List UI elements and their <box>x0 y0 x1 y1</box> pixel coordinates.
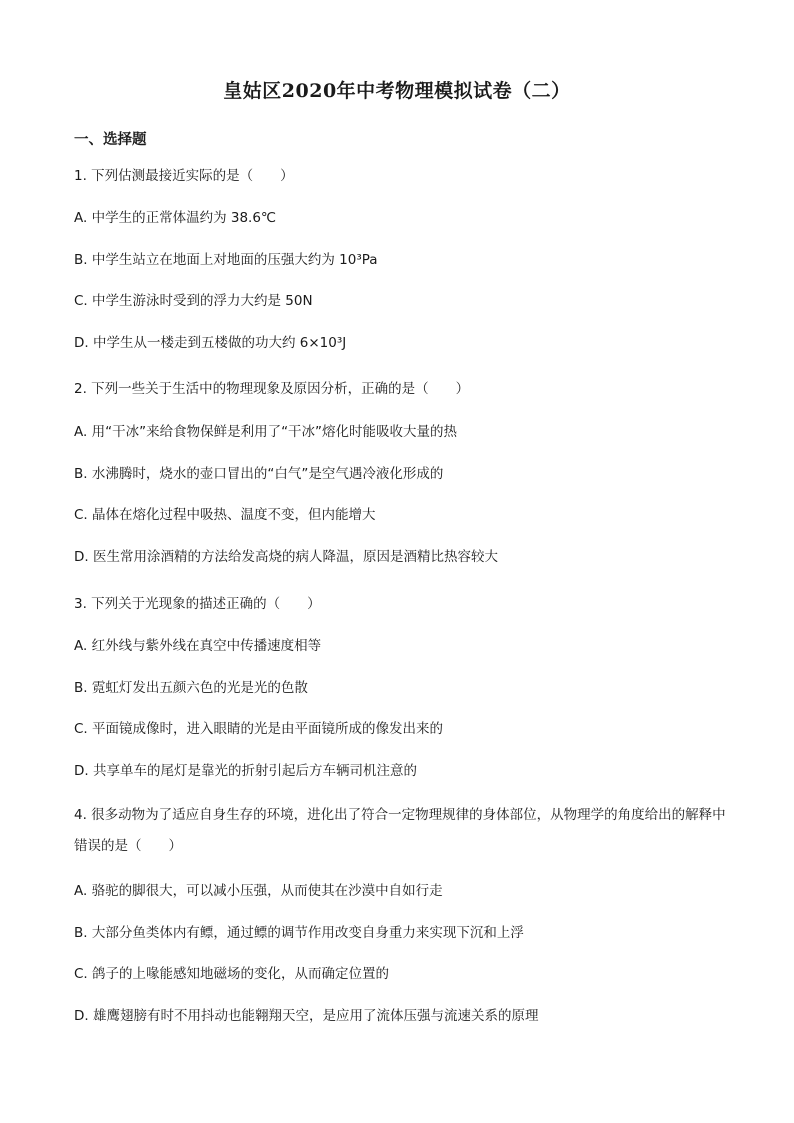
question-4-option-c: C. 鸽子的上喙能感知地磁场的变化，从而确定位置的 <box>74 966 390 982</box>
question-4-option-a: A. 骆驼的脚很大，可以减小压强，从而使其在沙漠中自如行走 <box>74 883 443 899</box>
question-1-option-c: C. 中学生游泳时受到的浮力大约是 50N <box>74 293 313 309</box>
question-3-stem: 3. 下列关于光现象的描述正确的（ ） <box>74 596 321 612</box>
question-3-option-b: B. 霓虹灯发出五颜六色的光是光的色散 <box>74 680 308 696</box>
question-1-stem: 1. 下列估测最接近实际的是（ ） <box>74 168 294 184</box>
question-2-option-c: C. 晶体在熔化过程中吸热、温度不变，但内能增大 <box>74 507 376 523</box>
question-1-option-a: A. 中学生的正常体温约为 38.6℃ <box>74 210 277 226</box>
section-heading: 一、选择题 <box>74 131 147 148</box>
exam-title: 皇姑区2020年中考物理模拟试卷（二） <box>223 80 571 102</box>
question-3-option-c: C. 平面镜成像时，进入眼睛的光是由平面镜所成的像发出来的 <box>74 721 444 737</box>
question-4-stem: 4. 很多动物为了适应自身生存的环境，进化出了符合一定物理规律的身体部位，从物理学的角度给出的解释中错误的是（ ） <box>74 807 726 854</box>
question-2-stem: 2. 下列一些关于生活中的物理现象及原因分析，正确的是（ ） <box>74 381 470 397</box>
question-2-option-d: D. 医生常用涂酒精的方法给发高烧的病人降温，原因是酒精比热容较大 <box>74 549 498 565</box>
question-3-option-a: A. 红外线与紫外线在真空中传播速度相等 <box>74 638 322 654</box>
question-4-option-d: D. 雄鹰翅膀有时不用抖动也能翱翔天空，是应用了流体压强与流速关系的原理 <box>74 1008 539 1024</box>
question-1-option-d: D. 中学生从一楼走到五楼做的功大约 6×10³J <box>74 335 347 351</box>
question-2-option-a: A. 用“干冰”来给食物保鲜是利用了“干冰”熔化时能吸收大量的热 <box>74 424 458 440</box>
question-1-option-b: B. 中学生站立在地面上对地面的压强大约为 10³Pa <box>74 252 378 268</box>
question-2-option-b: B. 水沸腾时，烧水的壶口冒出的“白气”是空气遇冷液化形成的 <box>74 466 444 482</box>
question-4-option-b: B. 大部分鱼类体内有鳔，通过鳔的调节作用改变自身重力来实现下沉和上浮 <box>74 925 524 941</box>
question-3-option-d: D. 共享单车的尾灯是靠光的折射引起后方车辆司机注意的 <box>74 763 417 779</box>
